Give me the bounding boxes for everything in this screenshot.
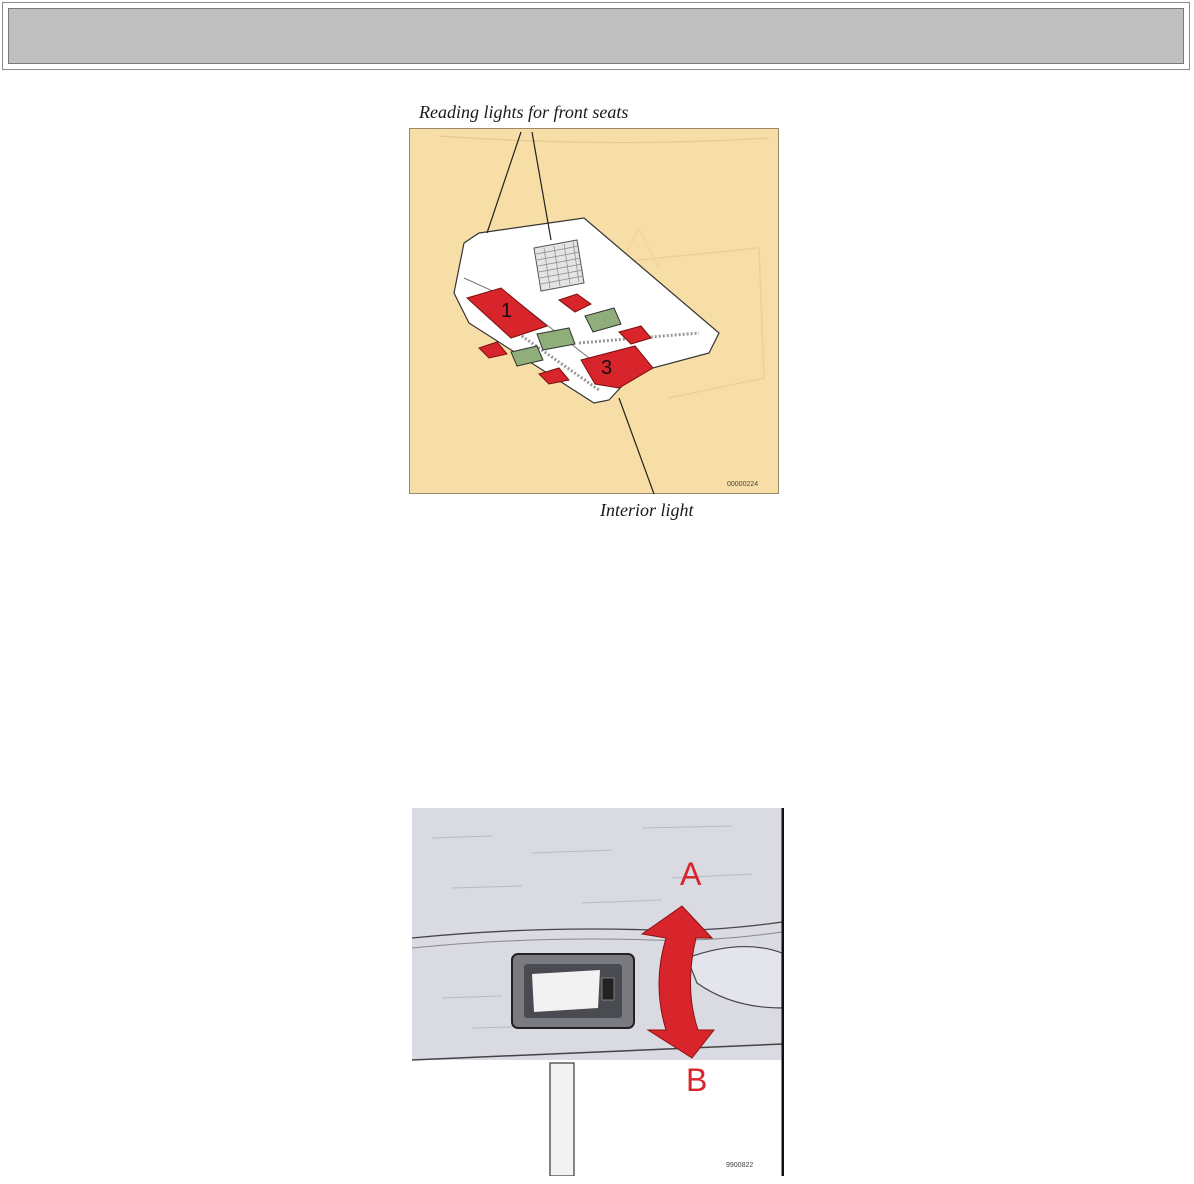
reading-lights-caption: Reading lights for front seats [419,102,629,122]
header-frame [2,2,1190,70]
callout-1: 1 [501,300,513,322]
courtesy-light-illustration [412,808,784,1176]
interior-light-caption: Interior light [600,500,694,520]
direction-label-a: A [680,856,702,892]
figure2-code: 9900822 [726,1162,754,1169]
header-bar [8,8,1184,64]
direction-label-b: B [686,1062,708,1098]
figure1-code: 00000224 [727,481,759,488]
roof-console-illustration [409,128,779,494]
roof-console-drawing [409,128,779,494]
callout-3: 3 [601,357,613,379]
courtesy-light-drawing [412,808,784,1176]
